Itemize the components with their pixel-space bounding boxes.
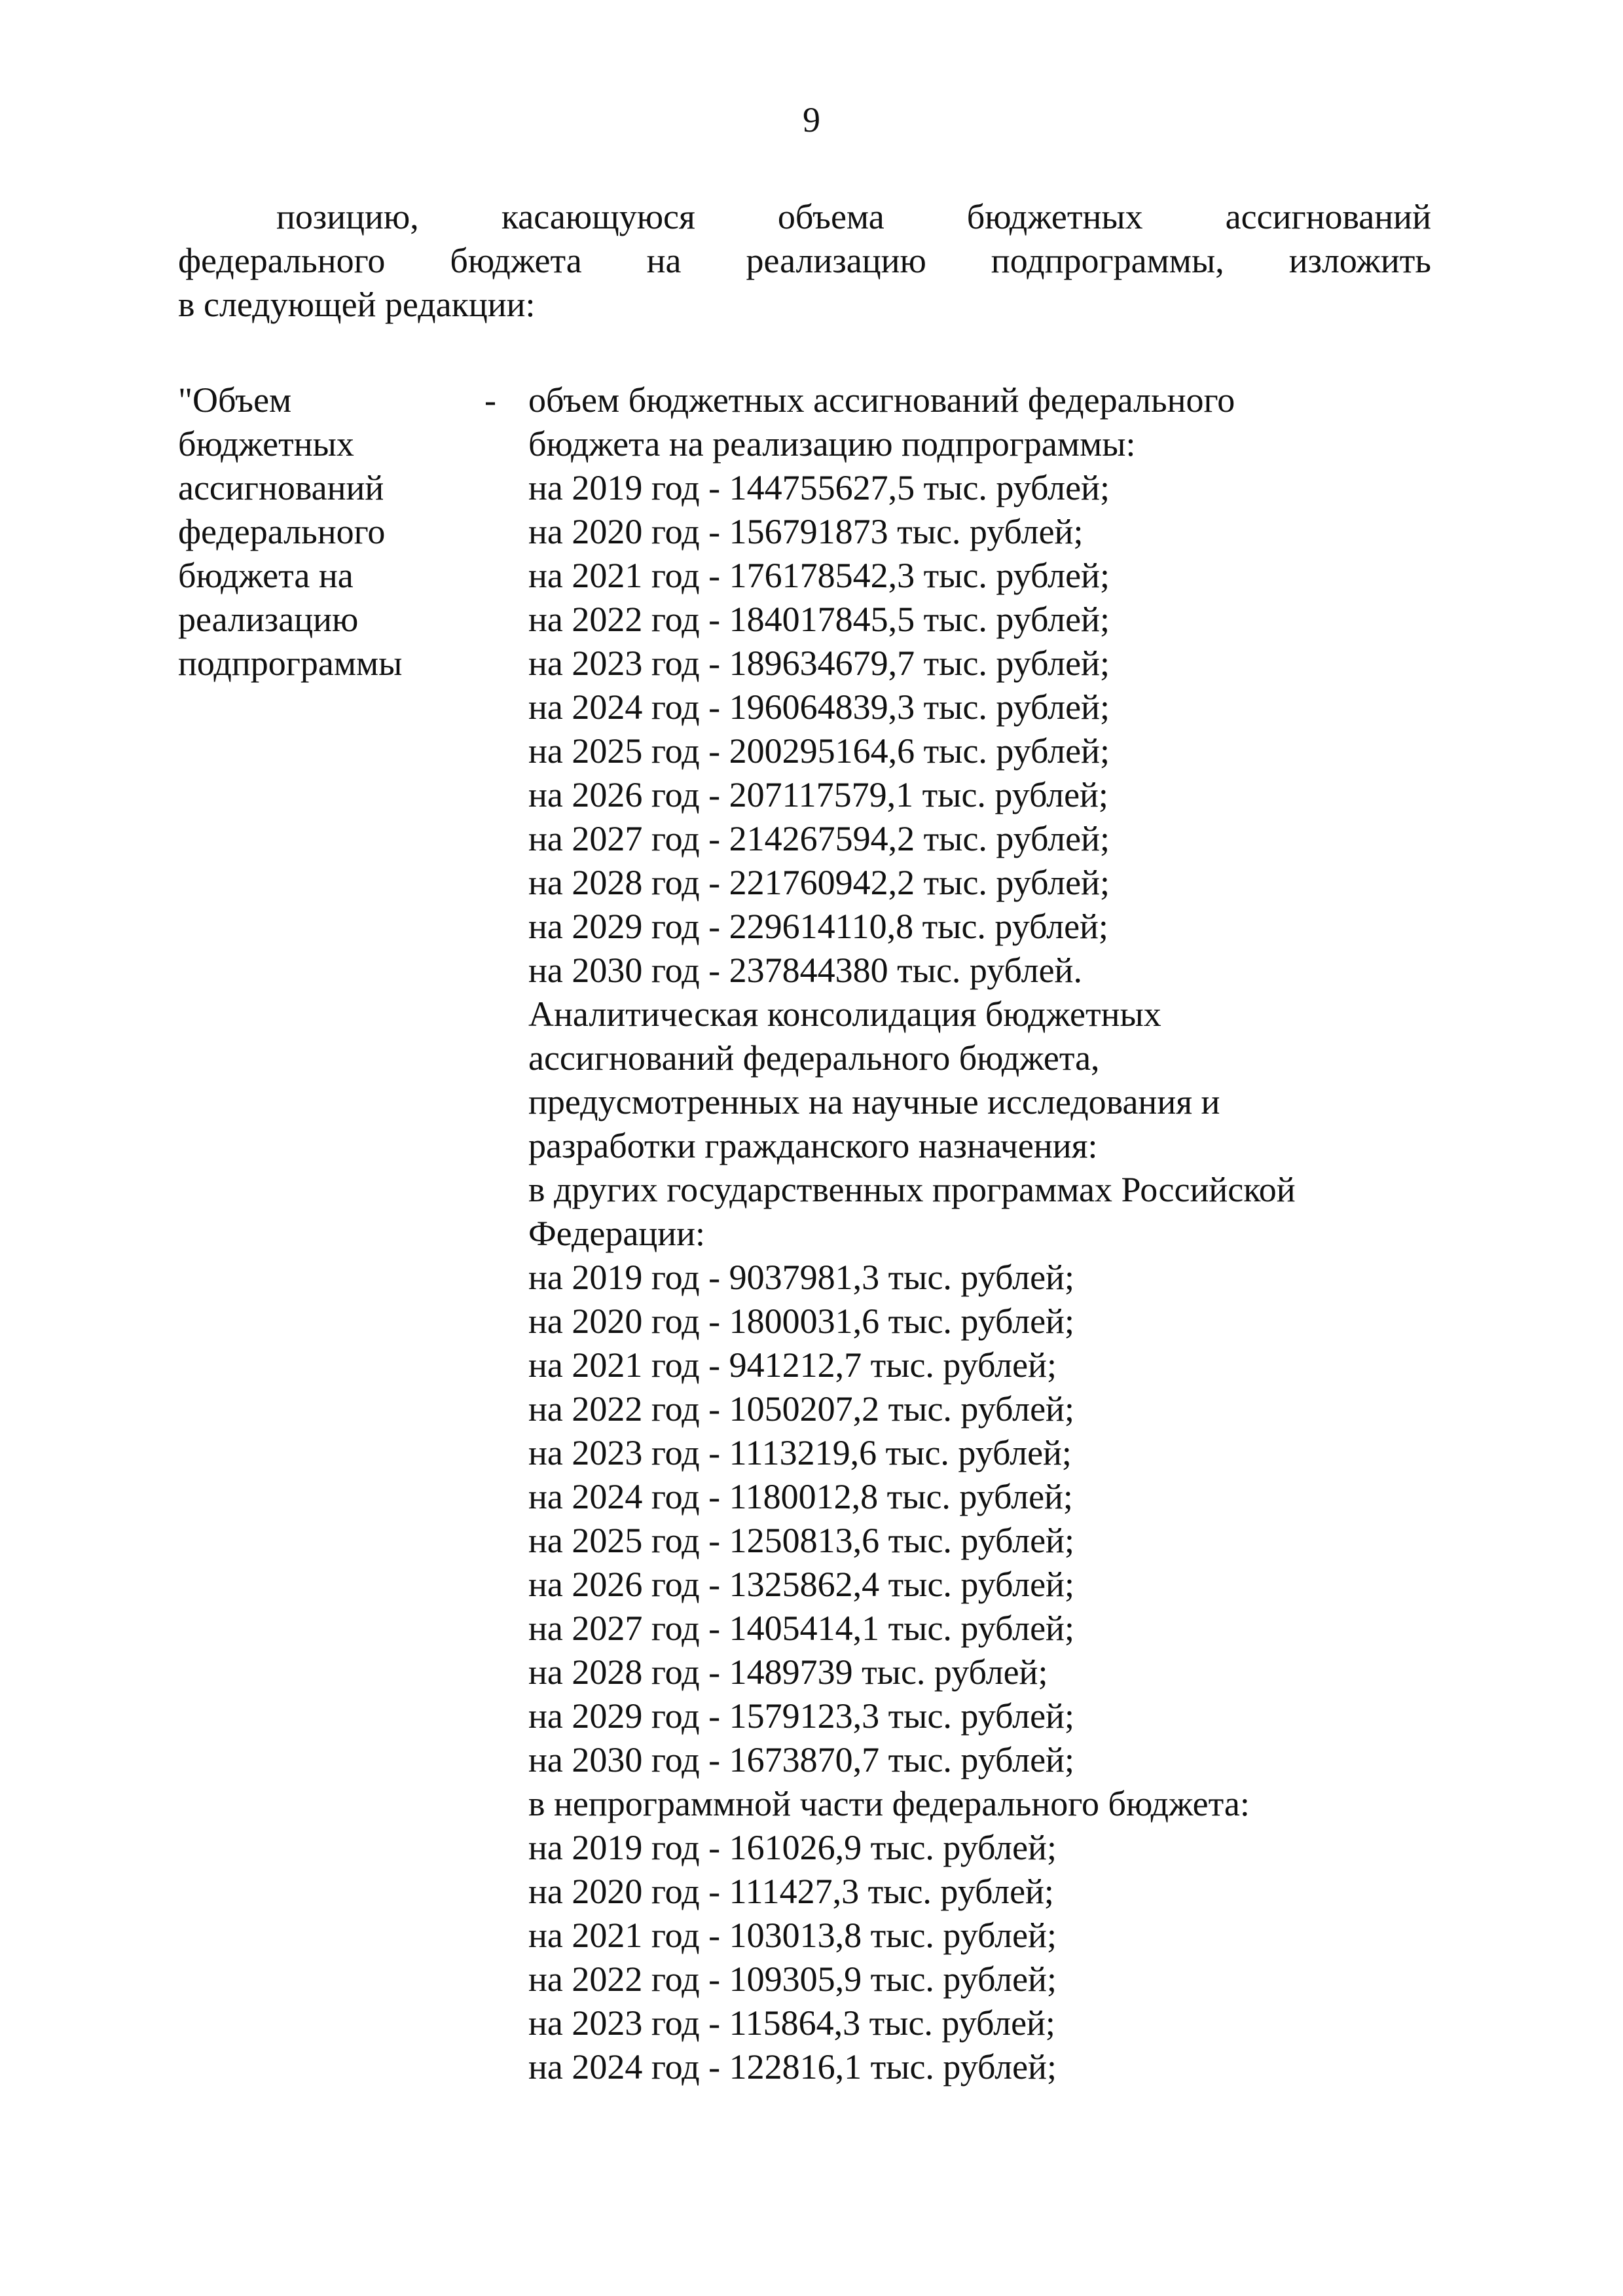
intro-line-3: [178, 283, 1431, 327]
value-line: на 2025 год - 200295164,6 тыс. рублей;: [528, 731, 1110, 771]
value-line: бюджета на реализацию подпрограммы:: [528, 424, 1136, 464]
value-line: на 2020 год - 111427,3 тыс. рублей;: [528, 1872, 1054, 1911]
value-line: объем бюджетных ассигнований федерального: [528, 380, 1235, 420]
intro-word: подпрограммы,: [991, 241, 1224, 280]
intro-word: объема: [777, 197, 884, 236]
value-line: на 2030 год - 1673870,7 тыс. рублей;: [528, 1740, 1074, 1779]
value-line: на 2021 год - 941212,7 тыс. рублей;: [528, 1345, 1057, 1385]
value-line: на 2021 год - 103013,8 тыс. рублей;: [528, 1916, 1057, 1955]
intro-word: позицию,: [276, 197, 419, 236]
value-line: на 2019 год - 144755627,5 тыс. рублей;: [528, 468, 1110, 507]
label-line: реализацию: [178, 600, 359, 639]
value-line: на 2022 год - 109305,9 тыс. рублей;: [528, 1959, 1057, 1999]
label-line: подпрограммы: [178, 644, 403, 683]
value-line: на 2019 год - 9037981,3 тыс. рублей;: [528, 1258, 1074, 1297]
value-line: на 2020 год - 156791873 тыс. рублей;: [528, 512, 1084, 551]
value-line: Федерации:: [528, 1214, 706, 1253]
label-line: федерального: [178, 512, 386, 551]
passport-value: [528, 378, 1445, 2089]
page-number: 9: [803, 100, 820, 139]
intro-word: бюджета: [450, 241, 582, 280]
value-line: на 2023 год - 1113219,6 тыс. рублей;: [528, 1433, 1072, 1472]
value-line: предусмотренных на научные исследования и: [528, 1082, 1220, 1121]
value-line: на 2026 год - 1325862,4 тыс. рублей;: [528, 1565, 1074, 1604]
intro-paragraph: [178, 195, 1431, 327]
value-line: на 2029 год - 229614110,8 тыс. рублей;: [528, 907, 1108, 946]
value-line: на 2020 год - 1800031,6 тыс. рублей;: [528, 1302, 1074, 1341]
intro-line-1: [178, 195, 1431, 239]
value-line: на 2024 год - 1180012,8 тыс. рублей;: [528, 1477, 1073, 1516]
value-line: на 2027 год - 1405414,1 тыс. рублей;: [528, 1609, 1074, 1648]
value-line: на 2030 год - 237844380 тыс. рублей.: [528, 951, 1082, 990]
label-line: ассигнований: [178, 468, 384, 507]
value-line: на 2023 год - 189634679,7 тыс. рублей;: [528, 644, 1110, 683]
value-line: на 2029 год - 1579123,3 тыс. рублей;: [528, 1696, 1074, 1736]
value-line: на 2019 год - 161026,9 тыс. рублей;: [528, 1828, 1057, 1867]
intro-word: федерального: [178, 241, 386, 280]
intro-word: бюджетных: [966, 197, 1143, 236]
intro-word: изложить: [1288, 241, 1431, 280]
value-line: на 2022 год - 184017845,5 тыс. рублей;: [528, 600, 1110, 639]
intro-line-2: [178, 239, 1431, 283]
value-line: на 2022 год - 1050207,2 тыс. рублей;: [528, 1389, 1074, 1429]
value-line: ассигнований федерального бюджета,: [528, 1038, 1100, 1078]
value-line: на 2024 год - 196064839,3 тыс. рублей;: [528, 687, 1110, 727]
value-line: на 2028 год - 1489739 тыс. рублей;: [528, 1652, 1048, 1692]
intro-word: ассигнований: [1225, 197, 1431, 236]
label-line: "Объем: [178, 380, 292, 420]
value-line: разработки гражданского назначения:: [528, 1126, 1098, 1165]
value-line: на 2021 год - 176178542,3 тыс. рублей;: [528, 556, 1110, 595]
value-line: в непрограммной части федерального бюджета:: [528, 1784, 1250, 1823]
intro-word: касающуюся: [501, 197, 695, 236]
intro-word: на: [646, 241, 682, 280]
label-line: бюджетных: [178, 424, 354, 464]
intro-word: реализацию: [746, 241, 926, 280]
value-line: в других государственных программах Российской: [528, 1170, 1296, 1209]
intro-word: в следующей редакции:: [178, 285, 536, 324]
passport-dash: -: [484, 380, 496, 420]
value-line: на 2023 год - 115864,3 тыс. рублей;: [528, 2003, 1055, 2043]
passport-label: [178, 378, 453, 685]
label-line: бюджета на: [178, 556, 354, 595]
value-line: Аналитическая консолидация бюджетных: [528, 994, 1161, 1034]
value-line: на 2027 год - 214267594,2 тыс. рублей;: [528, 819, 1110, 858]
value-line: на 2028 год - 221760942,2 тыс. рублей;: [528, 863, 1110, 902]
value-line: на 2024 год - 122816,1 тыс. рублей;: [528, 2047, 1057, 2086]
value-line: на 2025 год - 1250813,6 тыс. рублей;: [528, 1521, 1074, 1560]
value-line: на 2026 год - 207117579,1 тыс. рублей;: [528, 775, 1108, 814]
